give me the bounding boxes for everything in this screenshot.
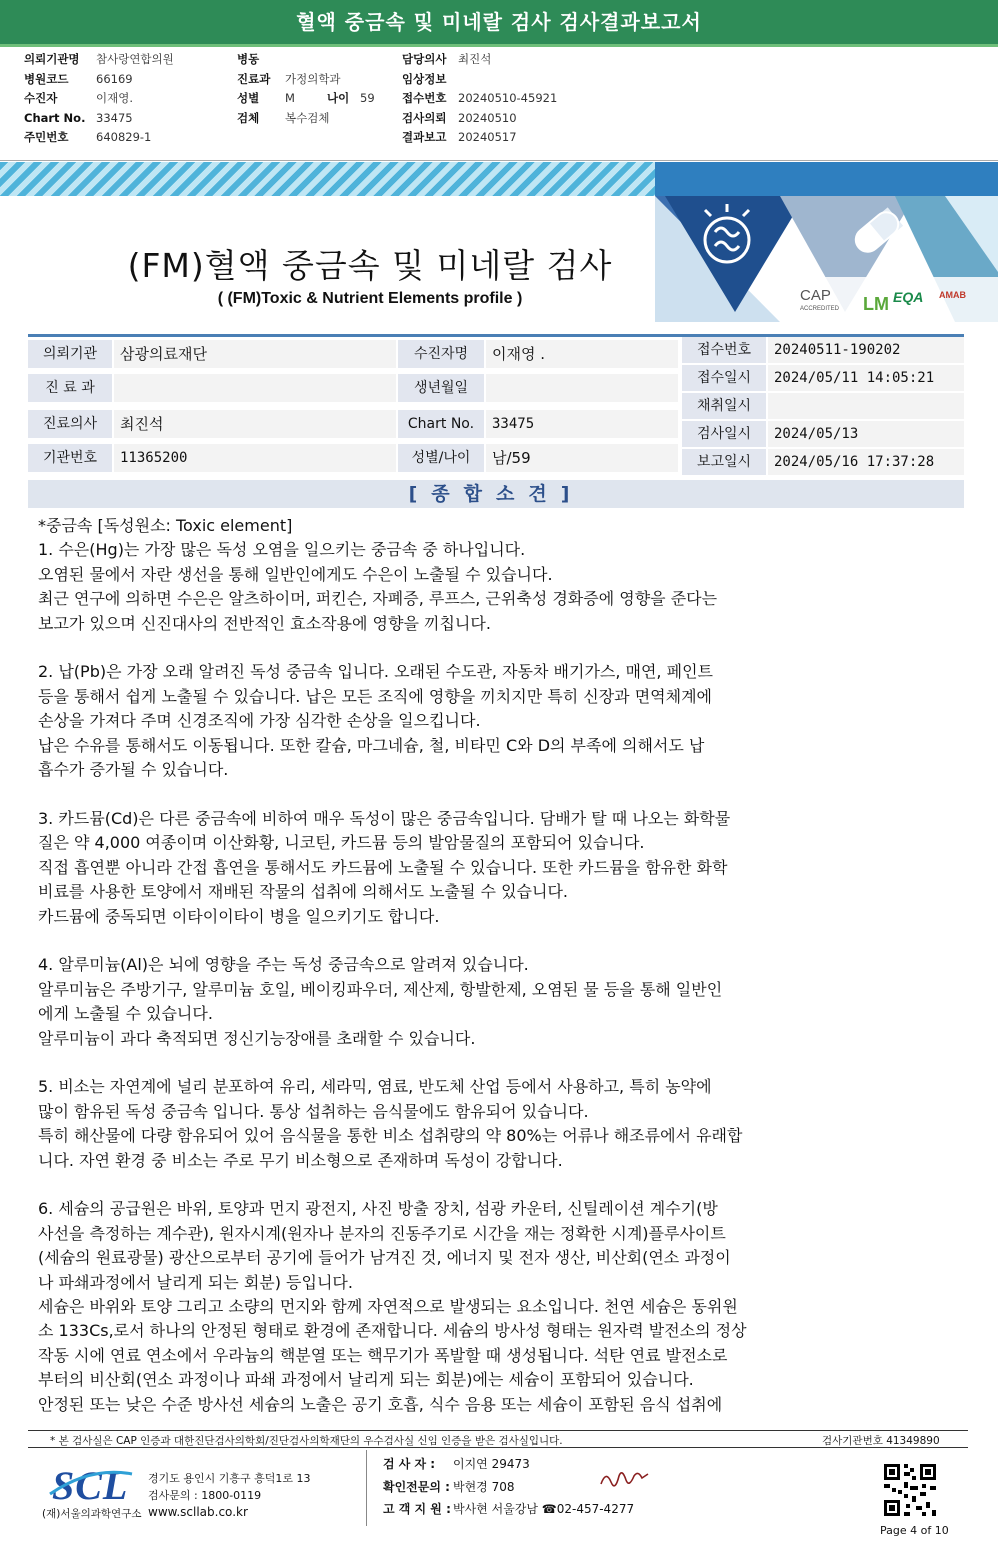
hdr-value: 20240517 [458, 130, 517, 144]
summary-line: 흡수가 증가될 수 있습니다. [38, 760, 229, 780]
info-value: 20240511-190202 [768, 337, 964, 363]
hdr-label: 임상정보 [402, 71, 447, 86]
logo-subtitle: (재)서울의과학연구소 [42, 1508, 142, 1520]
hdr-label: 병원코드 [24, 71, 69, 86]
footer-address: 경기도 용인시 기흥구 흥덕1로 13 [148, 1472, 311, 1485]
info-value [486, 374, 678, 402]
footer-phone: 검사문의 : 1800-0119 [148, 1489, 262, 1502]
footer-divider [28, 1430, 968, 1431]
info-value: 2024/05/13 [768, 421, 964, 447]
footer-vsep [366, 1450, 367, 1526]
lab-number: 검사기관번호 41349890 [822, 1435, 940, 1447]
summary-line: 알루미늄이 과다 축적되면 정신기능장애를 초래할 수 있습니다. [38, 1028, 476, 1048]
hdr-label: 결과보고 [402, 130, 447, 144]
summary-line: 질은 약 4,000 여종이며 이산화황, 니코틴, 카드뮴 등의 발암물질의 포함되어 있습니다. [38, 833, 645, 853]
footer-website[interactable]: www.scllab.co.kr [148, 1505, 248, 1519]
info-value [114, 374, 396, 402]
expert-value: 박현경 708 [453, 1480, 515, 1494]
info-value: 33475 [486, 410, 678, 438]
summary-line: 보고가 있으며 신진대사의 전반적인 효소작용에 영향을 끼칩니다. [38, 613, 491, 633]
scl-logo: SCL [52, 1463, 129, 1508]
report-top-title: 혈액 중금속 및 미네랄 검사 검사결과보고서 [0, 0, 998, 47]
summary-line: *중금속 [독성원소: Toxic element] [38, 516, 293, 535]
summary-line: 4. 알루미늄(Al)은 뇌에 영향을 주는 독성 중금속으로 알려져 있습니다. [38, 955, 529, 975]
cert-cap: CAP [800, 287, 831, 304]
info-value: 최진석 [114, 410, 396, 438]
summary-line: 5. 비소는 자연계에 널리 분포하여 유리, 세라믹, 염료, 반도체 산업 등에서 사용하고, 특히 농약에 [38, 1077, 712, 1097]
info-label: Chart No. [398, 410, 484, 439]
summary-line: 오염된 물에서 자란 생선을 통해 일반인에게도 수은이 노출될 수 있습니다. [38, 564, 553, 584]
hdr-label: Chart No. [24, 110, 86, 125]
summary-line: 1. 수은(Hg)는 가장 많은 독성 오염을 일으키는 중금속 중 하나입니다. [38, 540, 526, 560]
info-label: 진료의사 [28, 410, 112, 439]
summary-line: 등을 통해서 쉽게 노출될 수 있습니다. 납은 모든 조직에 영향을 끼치지만 특히 신장과 면역체계에 [38, 686, 712, 706]
info-label: 접수번호 [682, 337, 766, 364]
support-value: 박사현 서울강남 ☎02-457-4277 [453, 1502, 635, 1516]
hdr-label: 검사의뢰 [402, 110, 447, 125]
header-divider [0, 160, 998, 161]
summary-line: 소 133Cs,로서 하나의 안정된 형태로 환경에 존재합니다. 세슘의 방사성 형태는 원자력 발전소의 정상 [38, 1321, 747, 1341]
info-label: 수진자명 [398, 340, 484, 369]
hdr-value: 최진석 [458, 52, 492, 66]
report-subtitle: ( (FM)Toxic & Nutrient Elements profile ) [217, 290, 523, 307]
hdr-label: 진료과 [237, 71, 271, 86]
report-title: (FM)혈액 중금속 및 미네랄 검사 [127, 246, 613, 285]
hdr-value: 640829-1 [96, 130, 152, 144]
support-label: 고 객 지 원 : [383, 1502, 451, 1516]
summary-heading: [종합소견] [28, 480, 964, 508]
info-label: 기관번호 [28, 444, 112, 473]
summary-line: 직접 흡연뿐 아니라 간접 흡연을 통해서도 카드뮴에 노출될 수 있습니다. 또한 카드뮴을 함유한 화학 [38, 857, 728, 877]
hdr-value: 59 [360, 91, 375, 105]
hdr-label: 수진자 [24, 91, 58, 105]
summary-line: 세슘은 바위와 토양 그리고 소량의 먼지와 함께 자연적으로 발생되는 요소입니다. 천연 세슘은 동위원 [38, 1297, 738, 1316]
hdr-value: 33475 [96, 110, 133, 125]
header-col2 [237, 50, 375, 128]
cert-eqa: EQA [893, 289, 924, 305]
cert-amab: AMAB [939, 290, 966, 300]
hdr-value: 20240510-45921 [458, 91, 558, 105]
page-number: Page 4 of 10 [880, 1524, 949, 1537]
summary-blank-line [38, 929, 938, 953]
summary-line: 최근 연구에 의하면 수은은 알츠하이머, 퍼킨슨, 자폐증, 루프스, 근위축성 경화증에 영향을 준다는 [38, 589, 718, 609]
info-value: 삼광의료재단 [114, 340, 396, 368]
hdr-label: 주민번호 [24, 130, 69, 144]
header-col1 [24, 50, 174, 148]
summary-line: 비료를 사용한 토양에서 재배된 작물의 섭취에 의해서도 노출될 수 있습니다. [38, 882, 568, 902]
hdr-label: 성별 [237, 91, 260, 105]
info-label: 의뢰기관 [28, 340, 112, 369]
hdr-label: 담당의사 [402, 52, 447, 66]
hdr-label: 병동 [237, 52, 260, 66]
hdr-value: 복수검체 [285, 110, 330, 125]
info-label: 검사일시 [682, 421, 766, 448]
logo-swoosh-icon [46, 1464, 136, 1504]
summary-line: 손상을 가져다 주며 신경조직에 가장 심각한 손상을 일으킵니다. [38, 711, 481, 731]
hdr-value: 이재영. [96, 91, 133, 105]
summary-blank-line [38, 1173, 938, 1197]
expert-label: 확인전문의 : [383, 1480, 450, 1494]
summary-line: 에게 노출될 수 있습니다. [38, 1004, 213, 1024]
info-value: 2024/05/16 17:37:28 [768, 449, 964, 475]
info-value: 2024/05/11 14:05:21 [768, 365, 964, 391]
signature-icon [598, 1466, 652, 1492]
footer-support [383, 1500, 634, 1517]
summary-line: 특히 해산물에 다량 함유되어 있어 음식물을 통한 비소 섭취량의 약 80%는 어류나 해조류에서 유래합 [38, 1126, 743, 1146]
summary-line: 6. 세슘의 공급원은 바위, 토양과 먼지 광전지, 사진 방출 장치, 섬광 카운터, 신틸레이션 계수기(방 [38, 1199, 718, 1219]
summary-content [38, 514, 938, 1417]
hdr-value: 가정의학과 [285, 71, 341, 86]
summary-line: 안정된 또는 낮은 수준 방사선 세슘의 노출은 공기 호흡, 식수 음용 또는 세슘이 포함된 음식 섭취에 [38, 1394, 723, 1414]
summary-line: 알루미늄은 주방기구, 알루미늄 호일, 베이킹파우더, 제산제, 항발한제, 오염된 물 등을 통해 일반인 [38, 979, 723, 999]
banner-stripes [0, 162, 655, 196]
qr-code-icon [882, 1462, 938, 1518]
info-label: 접수일시 [682, 365, 766, 392]
footer-divider [28, 1447, 968, 1448]
tester-value: 이지연 29473 [453, 1457, 530, 1471]
tester-label: 검 사 자 : [383, 1457, 436, 1471]
summary-blank-line [38, 782, 938, 806]
hdr-value: 20240510 [458, 110, 517, 125]
info-value: 이재영 . [486, 340, 678, 368]
summary-line: 나 파쇄과정에서 날리게 되는 회분) 등입니다. [38, 1272, 353, 1292]
footer-note: * 본 검사실은 CAP 인증과 대한진단검사의학회/진단검사의학재단의 우수검사실 신임 인증을 받은 검사실입니다. [50, 1435, 563, 1447]
footer-expert [383, 1478, 515, 1495]
summary-line: 3. 카드뮴(Cd)은 다른 중금속에 비하여 매우 독성이 많은 중금속입니다. 담배가 탈 때 나오는 화학물 [38, 808, 731, 828]
info-value: 11365200 [114, 444, 396, 472]
summary-line: 2. 납(Pb)은 가장 오래 알려진 독성 중금속 입니다. 오래된 수도관, 자동차 배기가스, 매연, 페인트 [38, 662, 713, 682]
summary-line: 카드뮴에 중독되면 이타이이타이 병을 일으키기도 합니다. [38, 906, 440, 926]
info-value [768, 393, 964, 419]
summary-blank-line [38, 636, 938, 660]
summary-line: 부터의 비산회(연소 과정이나 파쇄 과정에서 날리게 되는 회분)에는 세슘이 포함되어 있습니다. [38, 1370, 694, 1390]
info-label: 성별/나이 [398, 444, 484, 473]
info-value: 남/59 [486, 444, 678, 472]
summary-line: (세슘의 원료광물) 광산으로부터 공기에 들어가 남겨진 것, 에너지 및 전자 생산, 비산회(연소 과정이 [38, 1248, 731, 1268]
cert-lm: LM [863, 294, 889, 314]
footer-tester [383, 1455, 530, 1472]
summary-line: 많이 함유된 독성 중금속 입니다. 통상 섭취하는 음식물에도 함유되어 있습니다. [38, 1101, 589, 1121]
hdr-label: 의뢰기관명 [24, 52, 80, 66]
hdr-label: 검체 [237, 110, 260, 125]
cert-accredited: ACCREDITED [800, 306, 840, 312]
summary-line: 작동 시에 연료 연소에서 우라늄의 핵분열 또는 핵무기가 폭발할 때 생성됩니다. 석탄 연료 발전소로 [38, 1345, 728, 1365]
summary-line: 니다. 자연 환경 중 비소는 주로 무기 비소형으로 존재하며 독성이 강합니다. [38, 1150, 563, 1170]
hdr-value: 참사랑연합의원 [96, 52, 174, 66]
info-label: 보고일시 [682, 449, 766, 476]
summary-blank-line [38, 1051, 938, 1075]
info-label: 생년월일 [398, 374, 484, 403]
summary-line: 납은 수유를 통해서도 이동됩니다. 또한 칼슘, 마그네슘, 철, 비타민 C와 D의 부족에 의해서도 납 [38, 735, 705, 755]
hdr-label: 나이 [327, 91, 350, 105]
summary-line: 사선을 측정하는 계수관), 원자시계(원자나 분자의 진동주기로 시간을 재는 정확한 시계)플루사이트 [38, 1223, 726, 1243]
info-label: 진 료 과 [28, 374, 112, 403]
hdr-value: M [285, 91, 295, 105]
hdr-value: 66169 [96, 71, 133, 86]
header-col3 [402, 50, 557, 148]
info-label: 채취일시 [682, 393, 766, 420]
hdr-label: 접수번호 [402, 91, 447, 105]
